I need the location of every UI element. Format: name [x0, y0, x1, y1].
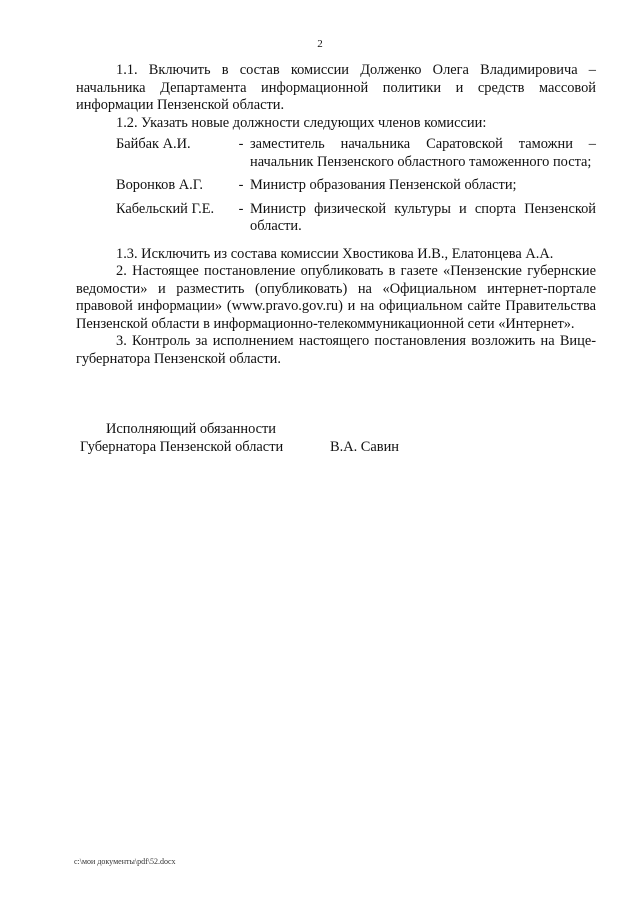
member-dash: -	[238, 200, 244, 217]
member-dash: -	[238, 136, 244, 152]
page-number: 2	[317, 38, 323, 50]
paragraph-1-1: 1.1. Включить в состав комиссии Долженко Олега Владимировича – начальника Департамента информационной политики и средств массовой информации Пензенской области.	[76, 62, 596, 113]
member-position: Министр физической культуры и спорта Пензенской области.	[250, 200, 596, 234]
document-body	[76, 62, 596, 368]
member-row	[116, 136, 596, 177]
paragraph-2: 2. Настоящее постановление опубликовать в газете «Пензенские губернские ведомости» и разместить (опубликовать) на «Официальном интернет-портале правовой информации» (www.pravo.gov.ru) и на официальном сайте Правительства Пензенской области в информационно-телекоммуникационной сети «Интернет».	[76, 263, 596, 332]
paragraph-1-2: 1.2. Указать новые должности следующих членов комиссии:	[116, 114, 487, 131]
signatory-name: В.А. Савин	[330, 439, 399, 455]
member-position: заместитель начальника Саратовской таможни – начальник Пензенского областного таможенного поста;	[250, 136, 596, 170]
signature-title-line2: Губернатора Пензенской области	[80, 439, 284, 455]
member-name: Байбак А.И.	[116, 136, 191, 152]
member-name: Воронков А.Г.	[116, 177, 204, 193]
signature-title-line1: Исполняющий обязанности	[106, 421, 277, 437]
member-row	[116, 177, 596, 201]
signature-block	[80, 420, 399, 456]
paragraph-3: 3. Контроль за исполнением настоящего постановления возложить на Вице-губернатора Пензенской области.	[76, 333, 596, 367]
member-position: Министр образования Пензенской области;	[250, 177, 517, 193]
member-name: Кабельский Г.Е.	[116, 200, 215, 217]
paragraph-1-3: 1.3. Исключить из состава комиссии Хвостикова И.В., Елатонцева А.А.	[116, 245, 554, 262]
member-row	[116, 201, 596, 242]
signature-row	[80, 438, 399, 456]
members-table	[116, 136, 596, 242]
footer-file-path: c:\мои документы\pdf\52.docx	[74, 857, 176, 866]
member-dash: -	[238, 177, 244, 193]
